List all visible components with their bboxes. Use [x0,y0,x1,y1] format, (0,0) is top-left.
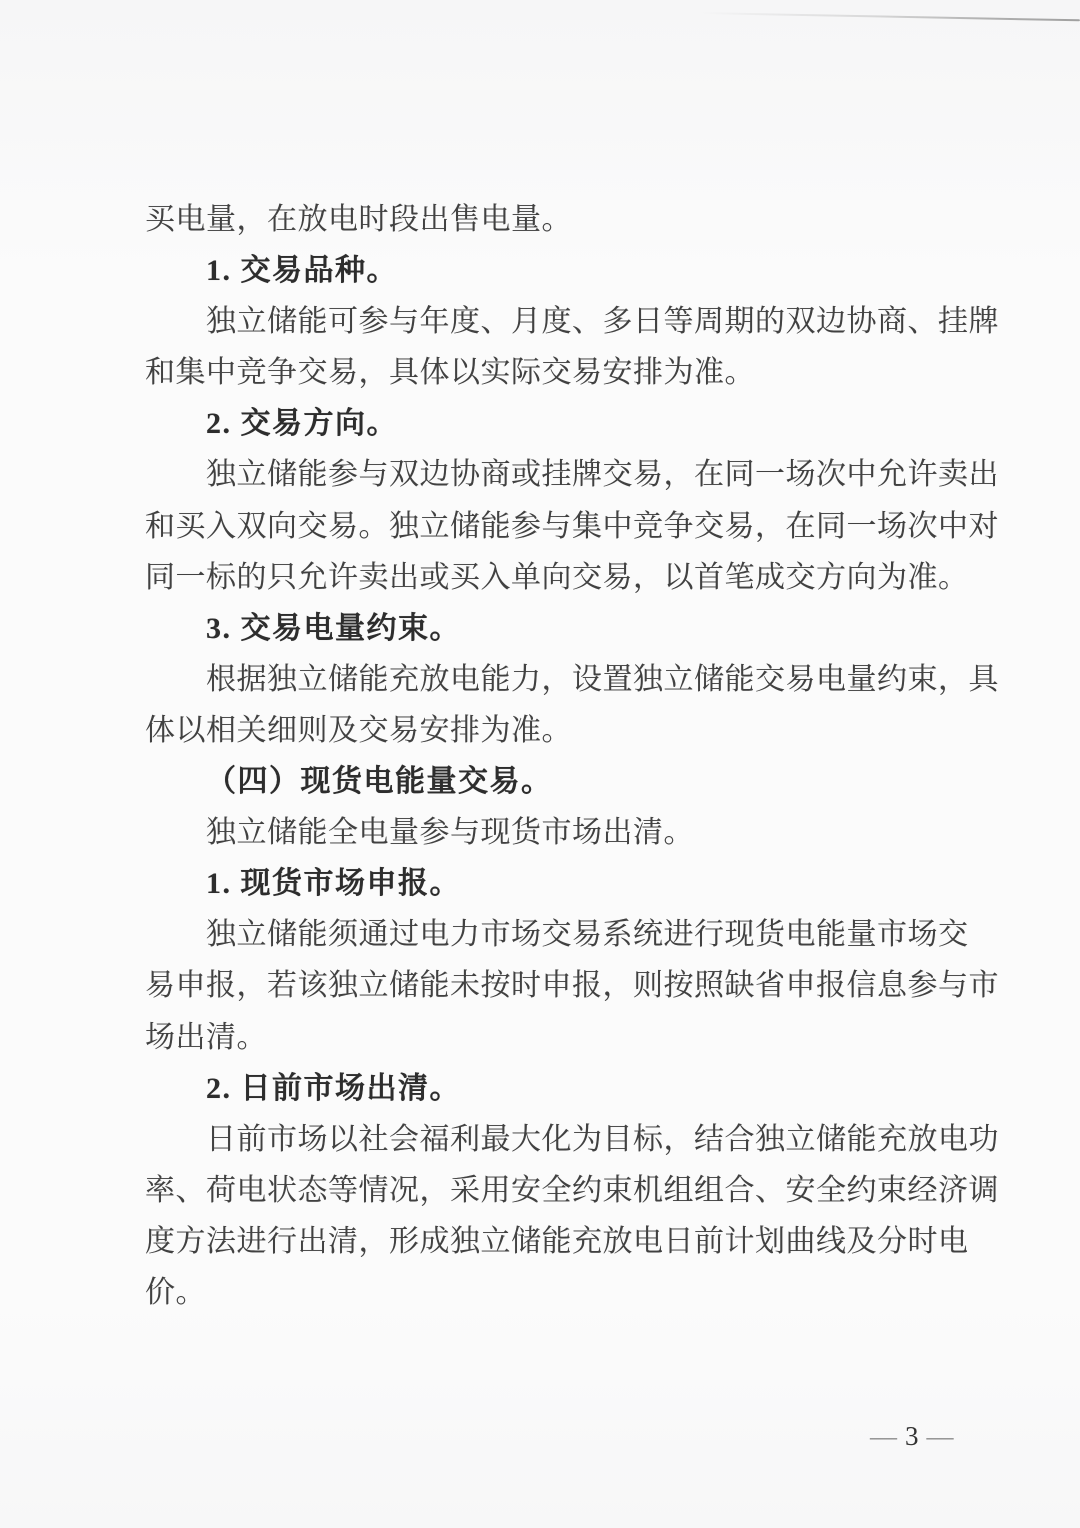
section-heading-line: 1. 交易品种。 [206,254,398,288]
section-heading-line: 2. 日前市场出清。 [206,1071,461,1105]
section-heading-line: 2. 交易方向。 [206,407,398,441]
text-line: 日前市场以社会福利最大化为目标，结合独立储能充放电功 [206,1122,999,1156]
page-number [870,1419,956,1453]
text-line: 独立储能参与双边协商或挂牌交易，在同一场次中允许卖出 [206,458,999,492]
text-line: 独立储能全电量参与现货市场出清。 [206,816,694,850]
text-line: 体以相关细则及交易安排为准。 [145,713,572,747]
section-heading-line: （四）现货电能量交易。 [206,765,553,799]
text-line: 和买入双向交易。独立储能参与集中竞争交易，在同一场次中对 [145,509,999,543]
section-heading-line: 1. 现货市场申报。 [206,867,461,901]
page-number-dash-right: — [926,1421,956,1451]
page-number-value: 3 [905,1421,921,1451]
document-body [145,194,999,1318]
section-heading-line: 3. 交易电量约束。 [206,611,461,645]
text-line: 根据独立储能充放电能力，设置独立储能交易电量约束，具 [206,662,999,696]
text-line: 独立储能须通过电力市场交易系统进行现货电能量市场交 [206,918,969,952]
text-line: 独立储能可参与年度、月度、多日等周期的双边协商、挂牌 [206,305,999,339]
text-line: 度方法进行出清，形成独立储能充放电日前计划曲线及分时电 [145,1224,969,1258]
text-line: 和集中竞争交易，具体以实际交易安排为准。 [145,356,755,390]
text-line: 易申报，若该独立储能未按时申报，则按照缺省申报信息参与市 [145,969,999,1003]
text-line: 同一标的只允许卖出或买入单向交易，以首笔成交方向为准。 [145,560,969,594]
text-line: 价。 [145,1275,206,1309]
page-number-dash-left: — [870,1421,899,1451]
scan-artifact-line [700,12,1080,21]
text-line: 率、荷电状态等情况，采用安全约束机组组合、安全约束经济调 [145,1173,999,1207]
text-line: 买电量，在放电时段出售电量。 [145,203,572,236]
text-line: 场出清。 [145,1020,267,1054]
